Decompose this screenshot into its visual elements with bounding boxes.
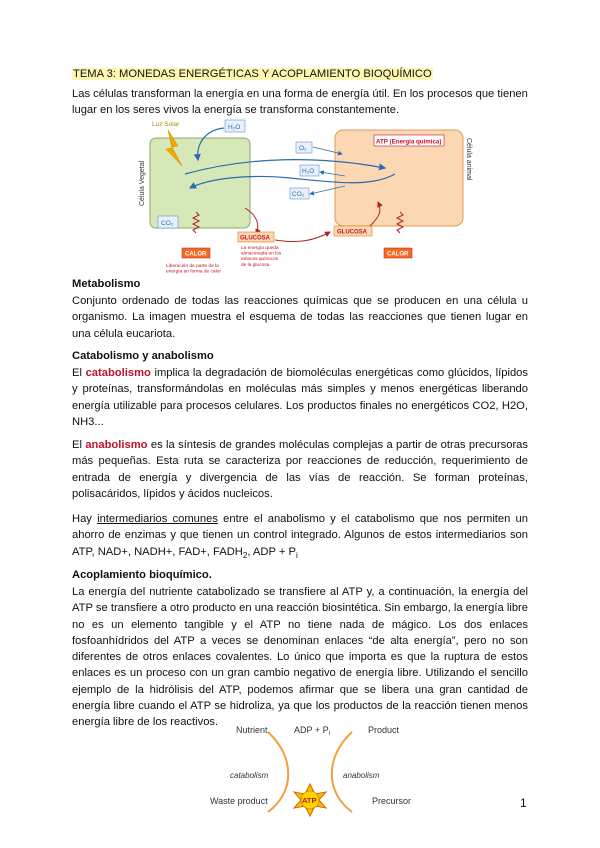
energy-flow-diagram — [130, 116, 480, 276]
plant-cell-box — [150, 138, 250, 228]
catabolism-label: catabolism — [230, 771, 269, 780]
calor-right-label: CALOR — [387, 251, 409, 258]
co2-left-label: CO₂ — [161, 220, 174, 227]
acoplamiento-heading: Acoplamiento bioquímico. — [72, 569, 212, 581]
anabolism-label: anabolism — [343, 771, 380, 780]
liberacion-note: Liberación de parte de la energía en forma de calor — [166, 264, 221, 275]
acoplamiento-paragraph: La energía del nutriente catabolizado se transfiere al ATP y, a continuación, la energía del ATP se transfiere a otro producto en una reacción biosintética. Sin embargo, la energía libre no es un elemento tangible y el ATP no tiene nada de mágico. Los dos enlaces fosfoanhídridos del ATP a veces se denominan enlaces “de alta energía”, pero no son diferentes de otros enlaces covalentes. Lo único que importa es que la ruptura de estos enlaces es un proceso con un gran cambio negativo de energía libre. Utilizando el sencillo ejemplo de la hidrólisis del ATP, podemos afirmar que se libera una gran cantidad de energía libre cuando el ATP se hidroliza, ya que los productos de la reacción tienen menos energía libre de los reactivos. — [72, 586, 528, 729]
catabolismo-term: catabolismo — [85, 367, 151, 379]
catabolismo-heading: Catabolismo y anabolismo — [72, 350, 214, 362]
anabolismo-paragraph: El anabolismo es la síntesis de grandes moléculas complejas a partir de otras precursoras más pequeñas. Esta ruta se caracteriza por reacciones de reducción, requerimiento de entrada de energía y divergencia de las vías de reacción. Se forman proteínas, polisacáridos, lípidos y ácidos nucleicos. — [72, 439, 528, 500]
atp-label: ATP — [302, 796, 317, 805]
intermediarios-term: intermediarios comunes — [97, 513, 218, 525]
intro-paragraph: Las células transforman la energía en una forma de energía útil. En los procesos que tienen lugar en los seres vivos la energía se transforma constantemente. — [72, 88, 528, 117]
intermediarios-paragraph: Hay intermediarios comunes entre el anabolismo y el catabolismo que nos permiten un ahorro de enzimas y que tienen un control integrado. Algunos de estos intermediarios son ATP, NAD+, NADH+, FAD+, $FADH_2$, ADP + $P_i$ — [72, 513, 528, 560]
glucosa-right-label: GLUCOSA — [337, 229, 367, 236]
h2o-top-label: H₂O — [228, 124, 241, 131]
adp-label: ADP + $P_i$ — [294, 725, 330, 737]
energia-note: La energía queda almacenada en los enlaces químicos de la glucosa. — [241, 246, 282, 268]
atp-energy-label: ATP (Energía química) — [376, 138, 442, 146]
calor-left-label: CALOR — [185, 251, 207, 258]
product-label: Product — [368, 725, 400, 735]
h2o-right-label: H₂O — [302, 168, 315, 175]
catabolismo-paragraph: El catabolismo implica la degradación de biomoléculas energéticas como glúcidos, lípidos y proteínas, transformándolas en moléculas más simples y menos energéticas liberando energía utilizable para procesos celulares. Los productos finales no energéticos CO2, H2O, NH3... — [72, 367, 528, 428]
o2-label: O₂ — [299, 145, 307, 152]
glucosa-mid-label: GLUCOSA — [240, 235, 270, 242]
page-number: 1 — [520, 796, 527, 810]
anabolismo-term: anabolismo — [85, 439, 148, 451]
co2-right-label: CO₂ — [292, 191, 305, 198]
metabolismo-paragraph: Conjunto ordenado de todas las reacciones químicas que se producen en una célula u organismo. La imagen muestra el esquema de todas las reacciones que tienen lugar en una célula eucariota. — [72, 295, 528, 340]
nutrient-label: Nutrient — [236, 725, 268, 735]
catabolism-arc — [268, 732, 288, 812]
animal-cell-label: Célula animal — [465, 138, 472, 181]
sunlight-label: Luz Solar — [152, 121, 180, 128]
atp-coupling-diagram — [200, 722, 420, 844]
precursor-label: Precursor — [372, 796, 412, 806]
page-title: TEMA 3: MONEDAS ENERGÉTICAS Y ACOPLAMIENTO BIOQUÍMICO — [73, 68, 432, 80]
metabolismo-heading: Metabolismo — [72, 278, 141, 290]
waste-label: Waste product — [210, 796, 268, 806]
plant-cell-label: Célula Vegetal — [139, 160, 146, 206]
